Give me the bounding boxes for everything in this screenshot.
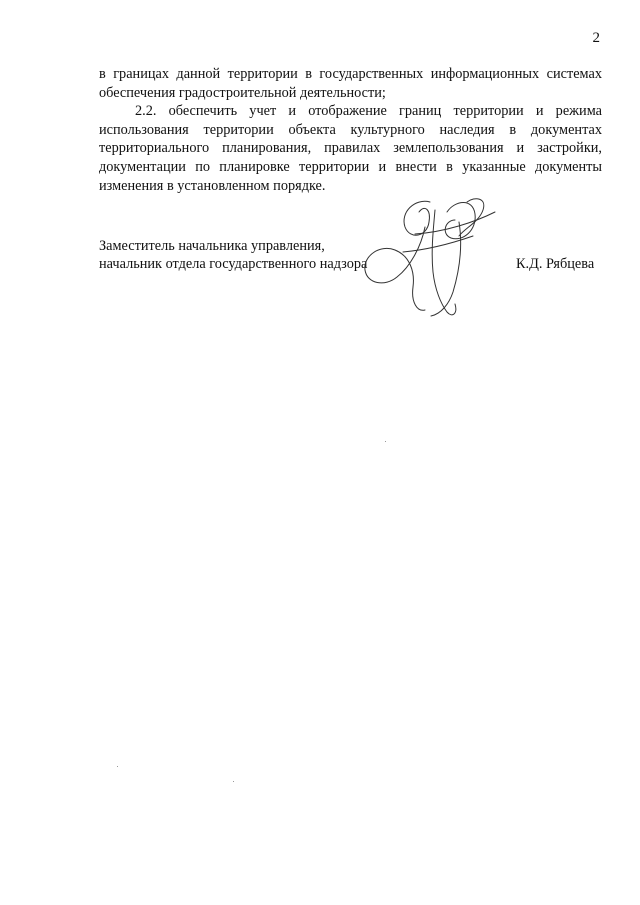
scan-speck xyxy=(385,441,386,442)
scan-speck xyxy=(117,766,118,767)
document-body xyxy=(99,65,602,195)
handwritten-signature xyxy=(355,192,505,324)
paragraph-2-2: 2.2. обеспечить учет и отображение границ территории и режима использования территории объекта культурного наследия в документах территориального планирования, правилах землепользования и застройки, документации по планировке территории и внести в указанные документы изменения в установленном порядке. xyxy=(99,103,602,194)
paragraph-continuation: в границах данной территории в государственных информационных системах обеспечения градостроительной деятельности; xyxy=(99,66,602,101)
position-line-1: Заместитель начальника управления, xyxy=(99,238,325,254)
position-line-2: начальник отдела государственного надзора xyxy=(99,256,368,272)
scan-speck xyxy=(233,781,234,782)
page-number: 2 xyxy=(592,30,600,46)
signer-name: К.Д. Рябцева xyxy=(516,256,595,272)
